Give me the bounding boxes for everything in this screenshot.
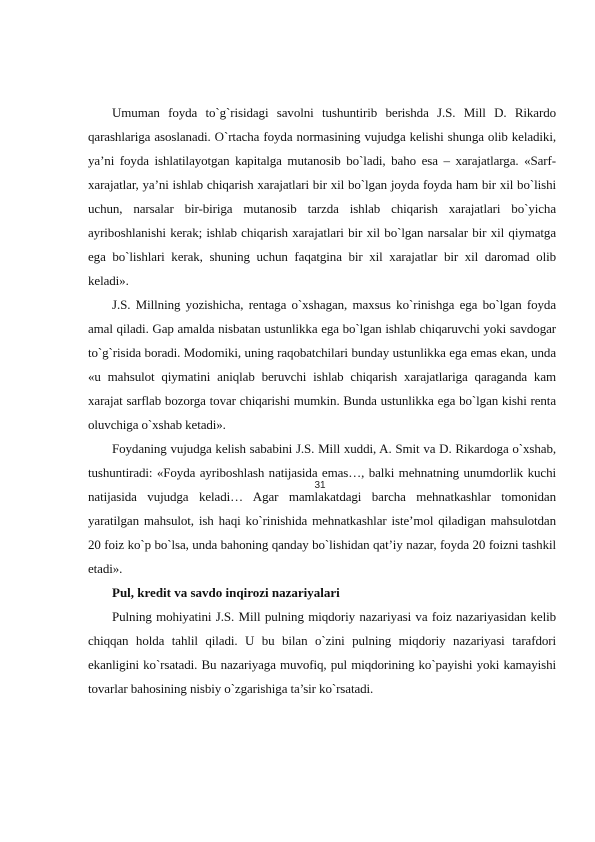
paragraph-3: Foydaning vujudga kelish sababini J.S. Mill xuddi, A. Smit va D. Rikardoga o`xshab, tushuntiradi: «Foyda ayriboshlash natijasida emas…, balki mehnatning unumdorlik kuchi natijasida vujudga keladi… Agar mamlakatdagi barcha mehnatkashlar tomonidan yaratilgan mahsulot, ish haqi ko`rinishida mehnatkashlar iste’mol qiladigan mahsulotdan 20 foiz ko`p bo`lsa, unda bahoning qanday bo`lishidan qat’iy nazar, foyda 20 foizni tashkil etadi». — [88, 441, 556, 576]
section-heading: Pul, kredit va savdo inqirozi nazariyalari — [112, 585, 340, 600]
page-number: 31 — [314, 480, 326, 491]
paragraph-1: Umuman foyda to`g`risidagi savolni tushuntirib berishda J.S. Mill D. Rikardo qarashlariga asoslanadi. O`rtacha foyda normasining vujudga kelishi shunga olib keladiki, ya’ni foyda ishlatilayotgan kapitalga mutanosib bo`ladi, baho esa – xarajatlarga. «Sarf-xarajatlar, ya’ni ishlab chiqarish xarajatlari bir xil bo`lgan joyda foyda ham bir xil bo`lishi uchun, narsalar bir-biriga mutanosib tarzda ishlab chiqarish xarajatlari bo`yicha ayriboshlanishi kerak; ishlab chiqarish xarajatlari bir xil bo`lgan narsalar bir xil qiymatga ega bo`lishlari kerak, shuning uchun faqatgina bir xil xarajatlar bir xil daromad olib keladi». — [88, 105, 556, 288]
paragraph-4: Pulning mohiyatini J.S. Mill pulning miqdoriy nazariyasi va foiz nazariyasidan kelib chiqqan holda tahlil qiladi. U bu bilan o`zini pulning miqdoriy nazariyasi tarafdori ekanligini ko`rsatadi. Bu nazariyaga muvofiq, pul miqdorining ko`payishi yoki kamayishi tovarlar bahosining nisbiy o`zgarishiga ta’sir ko`rsatadi. — [88, 609, 556, 696]
paragraph-2: J.S. Millning yozishicha, rentaga o`xshagan, maxsus ko`rinishga ega bo`lgan foyda amal qiladi. Gap amalda nisbatan ustunlikka ega bo`lgan ishlab chiqaruvchi yoki savdogar to`g`risida boradi. Modomiki, uning raqobatchilari bunday ustunlikka ega emas ekan, unda «u mahsulot qiymatini aniqlab beruvchi ishlab chiqarish xarajatlariga qaraganda kam xarajat sarflab bozorga tovar chiqarishi mumkin. Bunda ustunlikka ega bo`lgan kishi renta oluvchiga o`xshab ketadi». — [88, 297, 556, 432]
page-body — [88, 101, 556, 701]
